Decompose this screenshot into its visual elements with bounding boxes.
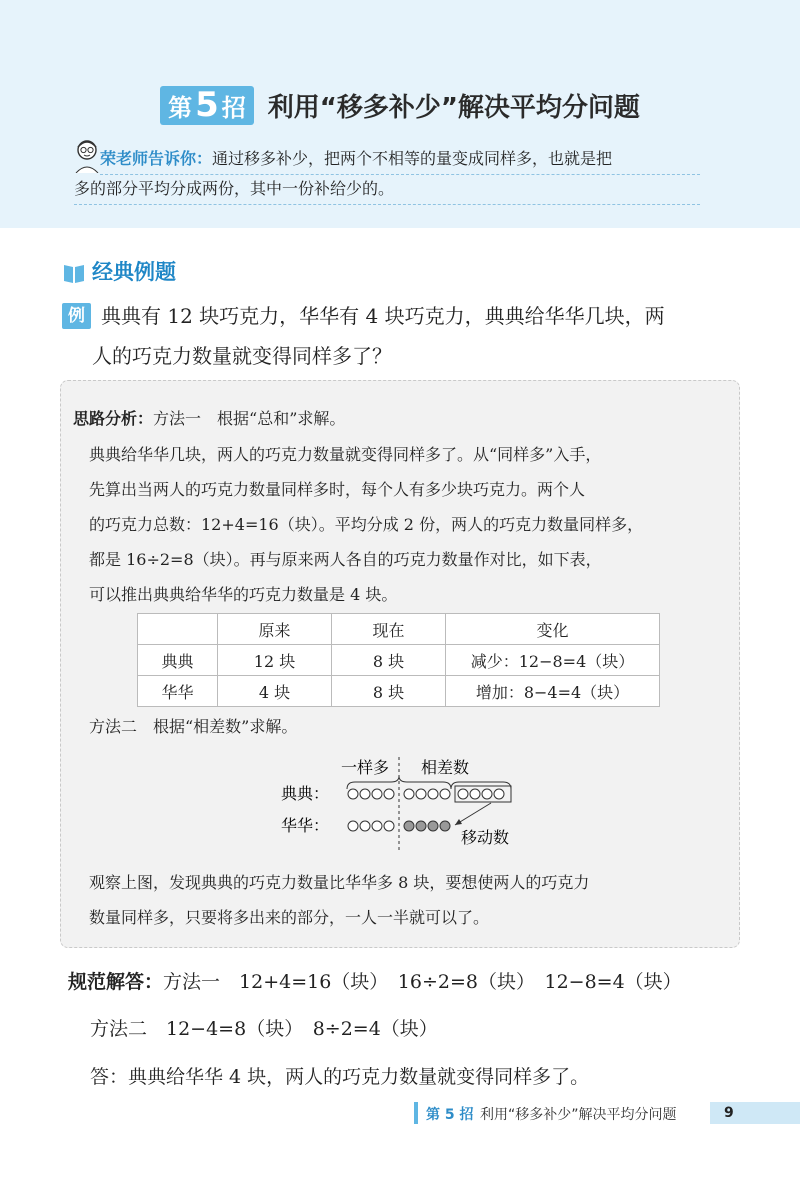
circle [470, 789, 480, 799]
table-cell: 原来 [218, 614, 332, 645]
circle [416, 789, 426, 799]
circle [482, 789, 492, 799]
table-header-row [138, 614, 660, 645]
analysis-line: 都是 16÷2=8（块）。再与原来两人各自的巧克力数量作对比，如下表， [89, 550, 602, 569]
table-row [138, 645, 660, 676]
circle [348, 821, 358, 831]
comparison-table [137, 613, 660, 707]
circle [458, 789, 468, 799]
conclusion-line-1: 观察上图，发现典典的巧克力数量比华华多 8 块，要想使两人的巧克力 [89, 873, 590, 892]
table-cell [138, 614, 218, 645]
book-icon [62, 262, 86, 284]
question-line-2: 人的巧克力数量就变得同样多了？ [92, 344, 392, 368]
footer-bar [414, 1102, 418, 1124]
example-tag: 例 [62, 303, 91, 329]
circle [348, 789, 358, 799]
page-number: 9 [710, 1102, 800, 1124]
footer-section: 第 5 招 [426, 1107, 474, 1123]
table-cell: 增加：8−4=4（块） [446, 676, 660, 707]
move-label: 移动数 [461, 828, 510, 847]
circle [360, 789, 370, 799]
table-cell: 现在 [332, 614, 446, 645]
answer-line-2: 方法二 12−4=8（块） 8÷2=4（块） [90, 1018, 438, 1040]
footer-title: 利用“移多补少”解决平均分问题 [480, 1107, 677, 1123]
table-cell: 8 块 [332, 676, 446, 707]
table-cell: 变化 [446, 614, 660, 645]
table-cell: 华华 [138, 676, 218, 707]
row2-label: 华华： [281, 816, 330, 835]
tip-text-2: 多的部分平均分成两份，其中一份补给少的。 [74, 179, 395, 198]
analysis-line: 先算出当两人的巧克力数量同样多时，每个人有多少块巧克力。两个人 [89, 480, 586, 499]
label-diff: 相差数 [421, 758, 470, 777]
answer-line-1 [68, 963, 682, 1001]
header-band [0, 0, 800, 228]
tip-line-1 [100, 145, 700, 175]
method2-heading: 方法二 根据“相差数”求解。 [89, 717, 298, 736]
arrow-head [455, 819, 462, 825]
question-line-1: 典典有 12 块巧克力，华华有 4 块巧克力，典典给华华几块，两 [101, 304, 665, 328]
table-cell: 减少：12−8=4（块） [446, 645, 660, 676]
circle [384, 789, 394, 799]
section-title: 经典例题 [62, 256, 176, 286]
label-same: 一样多 [341, 758, 390, 777]
circle [440, 789, 450, 799]
table-cell: 12 块 [218, 645, 332, 676]
table-row [138, 676, 660, 707]
analysis-box [60, 380, 740, 948]
circle-grey [404, 821, 414, 831]
analysis-heading [73, 401, 733, 436]
circle [428, 789, 438, 799]
analysis-line: 可以推出典典给华华的巧克力数量是 4 块。 [89, 585, 398, 604]
method1-intro: 方法一 根据“总和”求解。 [153, 409, 346, 428]
difference-diagram [271, 753, 551, 853]
circle [494, 789, 504, 799]
answer-label: 规范解答： [68, 971, 164, 993]
title-text: 利用“移多补少”解决平均分问题 [267, 93, 640, 123]
circle [372, 789, 382, 799]
tip-text-1: 通过移多补少，把两个不相等的量变成同样多，也就是把 [212, 149, 613, 168]
answer-final: 答：典典给华华 4 块，两人的巧克力数量就变得同样多了。 [90, 1066, 590, 1088]
tip-line-2 [74, 175, 700, 205]
circle [360, 821, 370, 831]
analysis-line: 典典给华华几块，两人的巧克力数量就变得同样多了。从“同样多”入手， [89, 445, 602, 464]
row1-label: 典典： [281, 784, 330, 803]
circle [404, 789, 414, 799]
tip-label: 荣老师告诉你： [100, 149, 213, 168]
table-cell: 4 块 [218, 676, 332, 707]
page-footer [414, 1102, 800, 1126]
example-question [62, 296, 762, 376]
teacher-icon [72, 137, 102, 173]
circle-grey [440, 821, 450, 831]
teacher-tip [74, 145, 700, 205]
circle-grey [428, 821, 438, 831]
table-cell: 8 块 [332, 645, 446, 676]
page-title [0, 86, 800, 125]
analysis-line: 的巧克力总数：12+4=16（块）。平均分成 2 份，两人的巧克力数量同样多， [89, 515, 644, 534]
analysis-label: 思路分析： [73, 409, 154, 428]
dd-circles [348, 786, 511, 802]
circle [372, 821, 382, 831]
answer-method1: 方法一 12+4=16（块） 16÷2=8（块） 12−8=4（块） [163, 971, 682, 993]
circle-grey [416, 821, 426, 831]
circle [384, 821, 394, 831]
table-cell: 典典 [138, 645, 218, 676]
lesson-badge: 第5 招 [160, 86, 254, 125]
conclusion-line-2: 数量同样多，只要将多出来的部分，一人一半就可以了。 [89, 908, 490, 927]
